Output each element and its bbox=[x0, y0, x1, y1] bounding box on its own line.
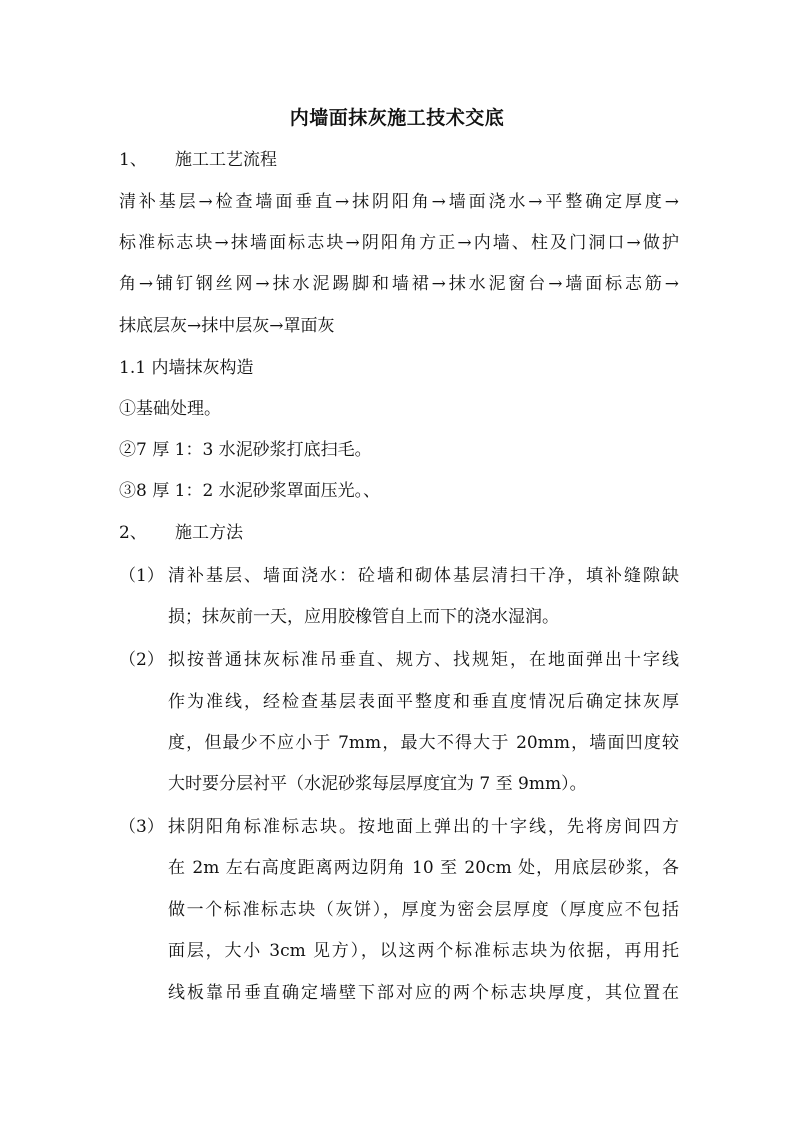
flow-line-1: 清补基层→检查墙面垂直→抹阴阳角→墙面浇水→平整确定厚度→ bbox=[119, 192, 679, 212]
paragraph-2-line-1: 拟按普通抹灰标准吊垂直、规方、找规矩，在地面弹出十字线 bbox=[168, 650, 679, 670]
subsection-heading: 1.1 内墙抹灰构造 bbox=[119, 358, 254, 378]
section-2-title: 施工方法 bbox=[175, 523, 243, 543]
paragraph-1-line-1: 清补基层、墙面浇水：砼墙和砌体基层清扫干净，填补缝隙缺 bbox=[168, 566, 679, 586]
paragraph-3-line-5: 线板靠吊垂直确定墙壁下部对应的两个标志块厚度，其位置在 bbox=[168, 983, 679, 1003]
paragraph-3-number: （3） bbox=[119, 817, 164, 837]
paragraph-2-line-3: 度，但最少不应小于 7mm，最大不得大于 20mm，墙面凹度较 bbox=[168, 733, 679, 753]
paragraph-2-line-2: 作为准线，经检查基层表面平整度和垂直度情况后确定抹灰厚 bbox=[168, 692, 679, 712]
layer-item-3: ③8 厚 1：2 水泥砂浆罩面压光。、 bbox=[119, 481, 381, 501]
paragraph-1-line-2: 损；抹灰前一天，应用胶橡管自上而下的浇水湿润。 bbox=[168, 607, 559, 627]
section-1-heading bbox=[119, 147, 679, 173]
paragraph-3-line-2: 在 2m 左右高度距离两边阴角 10 至 20cm 处，用底层砂浆，各 bbox=[168, 858, 679, 878]
layer-item-1: ①基础处理。 bbox=[119, 399, 221, 419]
section-1-title: 施工工艺流程 bbox=[175, 150, 277, 170]
paragraph-3-line-1: 抹阴阳角标准标志块。按地面上弹出的十字线，先将房间四方 bbox=[168, 817, 679, 837]
flow-line-4: 抹底层灰→抹中层灰→罩面灰 bbox=[119, 316, 335, 336]
paragraph-2-line-4: 大时要分层衬平（水泥砂浆每层厚度宜为 7 至 9mm）。 bbox=[168, 774, 587, 794]
flow-line-3: 角→铺钉钢丝网→抹水泥踢脚和墙裙→抹水泥窗台→墙面标志筋→ bbox=[119, 274, 679, 294]
paragraph-3-line-4: 面层，大小 3cm 见方），以这两个标准标志块为依据，再用托 bbox=[168, 941, 679, 961]
document-title: 内墙面抹灰施工技术交底 bbox=[289, 107, 505, 129]
section-2-number: 2、 bbox=[119, 523, 147, 543]
paragraph-2-number: （2） bbox=[119, 650, 164, 670]
section-2-heading bbox=[119, 520, 679, 546]
layer-item-2: ②7 厚 1：3 水泥砂浆打底扫毛。 bbox=[119, 440, 372, 460]
section-1-number: 1、 bbox=[119, 150, 147, 170]
paragraph-1-number: （1） bbox=[119, 566, 164, 586]
paragraph-3-line-3: 做一个标准标志块（灰饼），厚度为密会层厚度（厚度应不包括 bbox=[168, 900, 679, 920]
flow-line-2: 标准标志块→抹墙面标志块→阴阳角方正→内墙、柱及门洞口→做护 bbox=[119, 233, 679, 253]
